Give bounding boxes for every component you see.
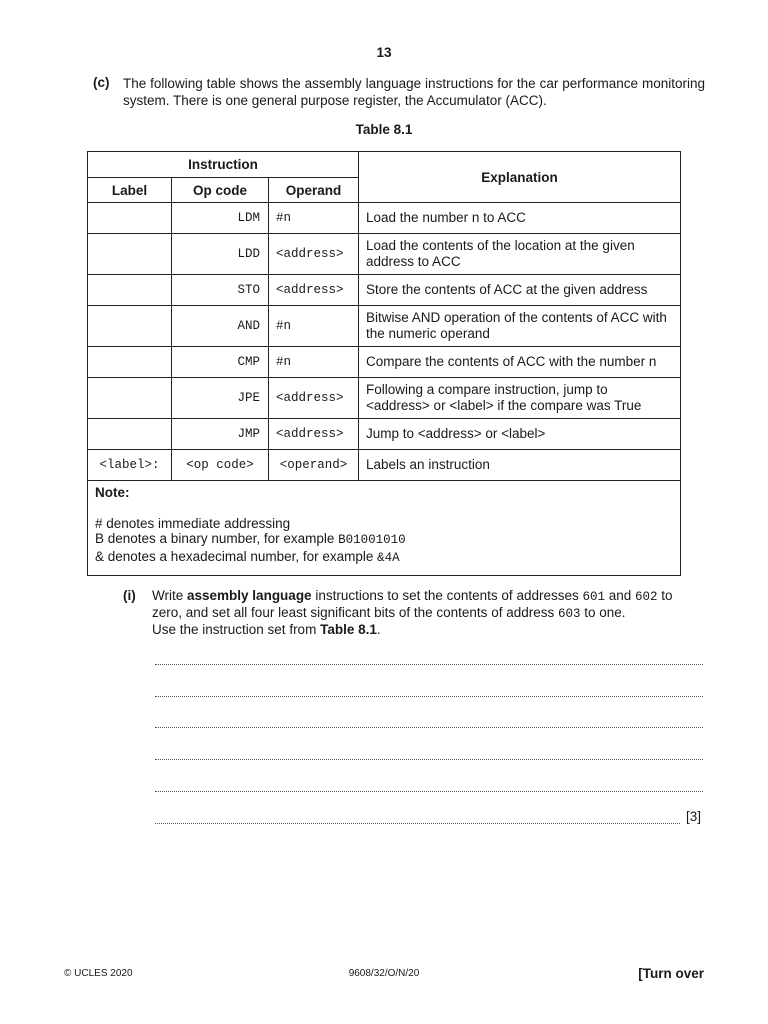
operand-cell: #n	[269, 347, 359, 378]
footer-copyright: © UCLES 2020	[64, 968, 133, 979]
address-601: 601	[582, 590, 605, 604]
note-line-hex	[95, 549, 673, 567]
header-op-code: Op code	[172, 178, 269, 203]
table-caption: Table 8.1	[355, 122, 413, 137]
note-binary-text: B denotes a binary number, for example	[95, 531, 339, 546]
table-row	[88, 419, 681, 450]
label-cell	[88, 419, 172, 450]
table-row	[88, 306, 681, 347]
note-binary-example: B01001010	[338, 533, 406, 547]
header-instruction: Instruction	[88, 152, 359, 178]
note-hex-text: & denotes a hexadecimal number, for example	[95, 548, 378, 564]
answer-line-1[interactable]	[155, 651, 703, 665]
operand-cell: <address>	[269, 275, 359, 306]
question-text-part: Write	[152, 588, 188, 603]
marks-label: [3]	[686, 809, 702, 824]
note-line-binary	[95, 531, 673, 549]
question-text-part: instructions to set the contents of addresses	[311, 588, 583, 603]
operand-cell: <operand>	[269, 450, 359, 481]
note-title: Note:	[95, 485, 130, 500]
answer-line-6[interactable]	[155, 810, 680, 824]
label-cell	[88, 378, 172, 419]
part-c	[93, 75, 705, 109]
question-i	[123, 588, 705, 638]
page-number: 13	[376, 45, 392, 60]
question-text-part: to one.	[580, 605, 626, 620]
footer-turn-over: [Turn over	[638, 966, 704, 981]
label-cell	[88, 306, 172, 347]
note-hex-example: &4A	[377, 550, 400, 565]
op-code-cell: CMP	[172, 347, 269, 378]
header-explanation: Explanation	[359, 152, 681, 203]
op-code-cell: AND	[172, 306, 269, 347]
op-code-cell: LDM	[172, 203, 269, 234]
operand-cell: #n	[269, 203, 359, 234]
answer-line-3[interactable]	[155, 714, 703, 728]
op-code-cell: JPE	[172, 378, 269, 419]
part-label: (c)	[93, 75, 110, 90]
table-row	[88, 347, 681, 378]
explanation-cell: Load the number n to ACC	[359, 203, 681, 234]
note-line-immediate: # denotes immediate addressing	[95, 515, 291, 531]
table-row	[88, 203, 681, 234]
op-code-cell: STO	[172, 275, 269, 306]
address-603: 603	[557, 607, 581, 621]
answer-line-2[interactable]	[155, 683, 703, 697]
address-602: 602	[635, 590, 658, 604]
table-row	[88, 234, 681, 275]
table-row	[88, 378, 681, 419]
question-text-part: and	[605, 588, 636, 603]
explanation-cell: Following a compare instruction, jump to <address> or <label> if the compare was True	[359, 378, 681, 419]
part-intro-text: The following table shows the assembly language instructions for the car performance monitoring system. There is one general purpose register, the Accumulator (ACC).	[123, 76, 705, 108]
explanation-cell: Store the contents of ACC at the given address	[359, 275, 681, 306]
header-operand: Operand	[269, 178, 359, 203]
footer-code: 9608/32/O/N/20	[348, 968, 420, 979]
explanation-cell: Bitwise AND operation of the contents of ACC with the numeric operand	[359, 306, 681, 347]
label-cell	[88, 203, 172, 234]
question-text-part: to zero, and set all four least significant bits of the contents of address	[152, 588, 673, 620]
question-text-part: Use the instruction set from	[152, 622, 321, 637]
label-cell: <label>:	[88, 450, 172, 481]
header-label: Label	[88, 178, 172, 203]
question-text	[152, 588, 705, 638]
table-row	[88, 275, 681, 306]
question-table-ref: Table 8.1	[320, 622, 377, 637]
label-cell	[88, 234, 172, 275]
explanation-cell: Jump to <address> or <label>	[359, 419, 681, 450]
explanation-cell: Load the contents of the location at the given address to ACC	[359, 234, 681, 275]
instruction-table	[87, 151, 681, 576]
op-code-cell: JMP	[172, 419, 269, 450]
answer-line-4[interactable]	[155, 746, 703, 760]
answer-line-5[interactable]	[155, 778, 703, 792]
explanation-cell: Compare the contents of ACC with the number n	[359, 347, 681, 378]
question-label: (i)	[123, 588, 136, 603]
label-cell	[88, 275, 172, 306]
operand-cell: <address>	[269, 419, 359, 450]
label-cell	[88, 347, 172, 378]
question-text-part: .	[376, 622, 381, 637]
operand-cell: <address>	[269, 378, 359, 419]
operand-cell: <address>	[269, 234, 359, 275]
operand-cell: #n	[269, 306, 359, 347]
op-code-cell: LDD	[172, 234, 269, 275]
table-row	[88, 450, 681, 481]
op-code-cell: <op code>	[172, 450, 269, 481]
explanation-cell: Labels an instruction	[359, 450, 681, 481]
question-emphasis: assembly language	[187, 588, 312, 603]
note-cell	[88, 481, 681, 576]
